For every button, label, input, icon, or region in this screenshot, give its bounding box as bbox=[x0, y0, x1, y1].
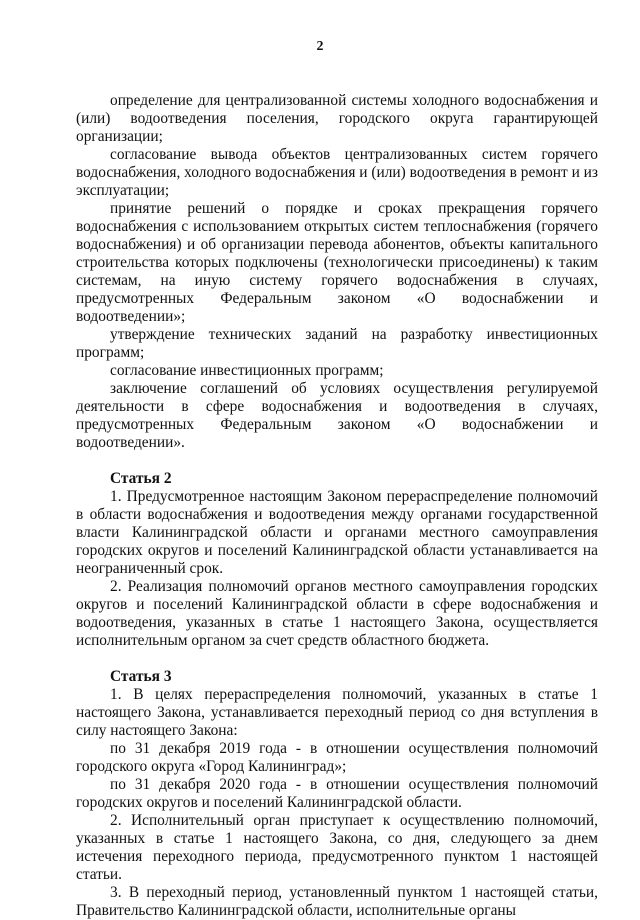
paragraph: 1. Предусмотренное настоящим Законом перераспределение полномочий в области водоснабжения и водоотведения между органами государственной власти Калининградской области и органами местного самоуправления городских округов и поселений Калининградской области устанавливается на неограниченный срок. bbox=[76, 488, 598, 577]
paragraph: 2. Реализация полномочий органов местного самоуправления городских округов и поселений Калининградской области в сфере водоснабжения и водоотведения, указанных в статье 1 настоящего Закона, осуществляется исполнительным органом за счет средств областного бюджета. bbox=[76, 578, 598, 649]
paragraph: определение для централизованной системы холодного водоснабжения и (или) водоотведения поселения, городского округа гарантирующей организации; bbox=[76, 92, 598, 145]
paragraph: 1. В целях перераспределения полномочий, указанных в статье 1 настоящего Закона, устанавливается переходный период со дня вступления в силу настоящего Закона: bbox=[76, 686, 598, 739]
paragraph: согласование инвестиционных программ; bbox=[110, 362, 384, 379]
page-number: 2 bbox=[316, 39, 324, 54]
document-body bbox=[76, 92, 598, 920]
article-2-heading: Статья 2 bbox=[110, 470, 172, 487]
paragraph: принятие решений о порядке и сроках прекращения горячего водоснабжения с использованием открытых систем теплоснабжения (горячего водоснабжения) и об организации перевода абонентов, объекты капитального строительства которых подключены (технологически присоединены) к таким системам, на иную систему горячего водоснабжения в случаях, предусмотренных Федеральным законом «О водоснабжении и водоотведении»; bbox=[76, 200, 598, 325]
article-3-heading: Статья 3 bbox=[110, 668, 172, 685]
paragraph: заключение соглашений об условиях осуществления регулируемой деятельности в сфере водоснабжения и водоотведения в случаях, предусмотренных Федеральным законом «О водоснабжении и водоотведении». bbox=[76, 380, 598, 451]
paragraph: 2. Исполнительный орган приступает к осуществлению полномочий, указанных в статье 1 настоящего Закона, со дня, следующего за днем истечения переходного периода, предусмотренного пунктом 1 настоящей статьи. bbox=[76, 812, 598, 883]
paragraph: утверждение технических заданий на разработку инвестиционных программ; bbox=[76, 326, 598, 361]
paragraph: согласование вывода объектов централизованных систем горячего водоснабжения, холодного водоснабжения и (или) водоотведения в ремонт и из эксплуатации; bbox=[76, 146, 598, 199]
paragraph: по 31 декабря 2019 года - в отношении осуществления полномочий городского округа «Город Калининград»; bbox=[76, 740, 598, 775]
paragraph: по 31 декабря 2020 года - в отношении осуществления полномочий городских округов и поселений Калининградской области. bbox=[76, 776, 598, 811]
paragraph: 3. В переходный период, установленный пунктом 1 настоящей статьи, Правительство Калининградской области, исполнительные органы bbox=[76, 884, 598, 919]
